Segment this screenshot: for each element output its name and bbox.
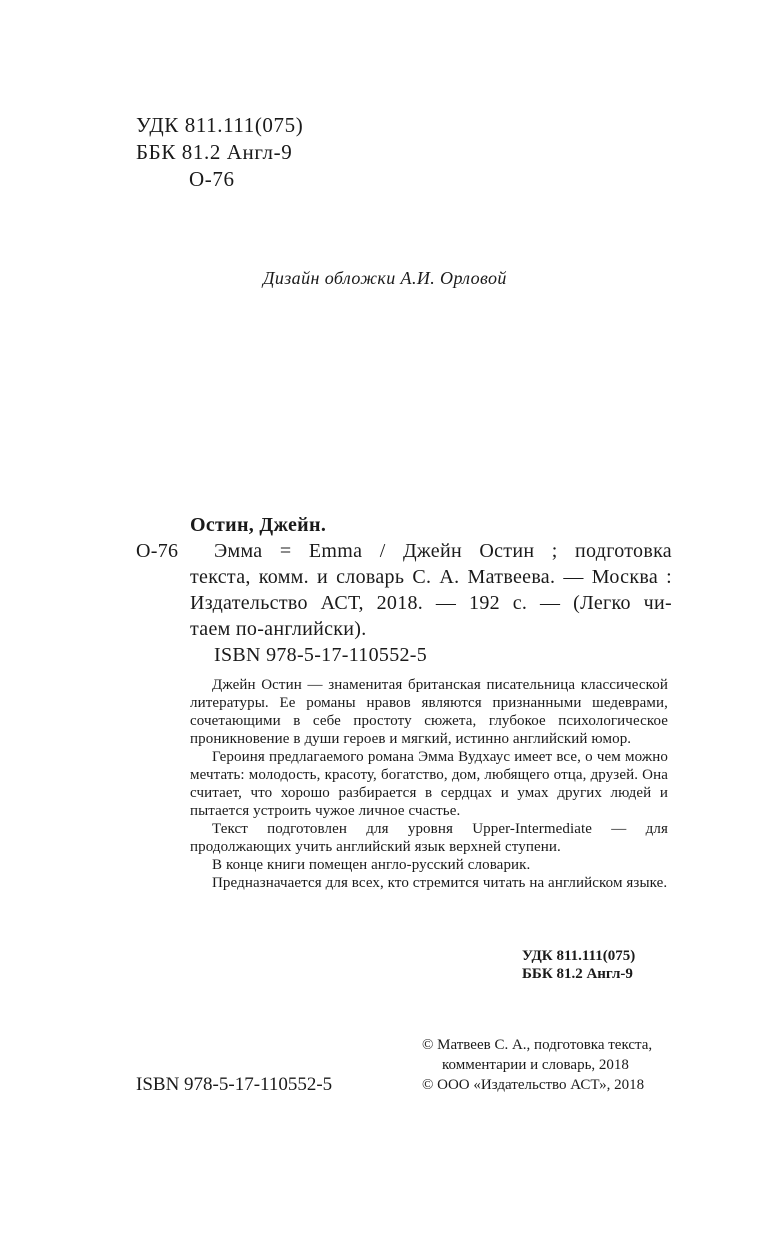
- classification-codes-bottom: [522, 947, 635, 983]
- annotation-paragraph: Джейн Остин — знаменитая британская писательница классической литературы. Ее романы нравов являются признанными шедеврами, сочетающими в себе простоту сюжета, глубокое психологическое проникновение в души героев и мягкий, истинно английский юмор.: [190, 677, 668, 747]
- bbk-code: ББК 81.2 Англ-9: [136, 140, 293, 164]
- record-isbn: ISBN 978-5-17-110552-5: [214, 644, 428, 666]
- record-author-mark: О-76: [136, 540, 179, 562]
- copyright-notice: [422, 1035, 652, 1095]
- record-line-3: Издательство АСТ, 2018. — 192 с. — (Легко чи-: [190, 592, 672, 614]
- annotation-paragraph: Текст подготовлен для уровня Upper-Intermediate — для продолжающих учить английский язык верхней ступени.: [190, 821, 668, 855]
- classification-codes-top: [136, 112, 303, 193]
- udk-code: УДК 811.111(075): [136, 113, 304, 137]
- annotation: [190, 676, 668, 892]
- annotation-paragraph: Героиня предлагаемого романа Эмма Вудхаус имеет все, о чем можно мечтать: молодость, красоту, богатство, дом, любящего отца, друзей. Она считает, что хорошо разбирается в сердцах и умах других людей и пытается устроить чужое личное счастье.: [190, 749, 668, 819]
- annotation-paragraph: Предназначается для всех, кто стремится читать на английском языке.: [212, 875, 668, 891]
- copyright-line: комментарии и словарь, 2018: [442, 1057, 629, 1073]
- copyright-line: © ООО «Издательство АСТ», 2018: [422, 1077, 645, 1093]
- record-first-row: [136, 538, 672, 564]
- record-line-2: текста, комм. и словарь С. А. Матвеева. — Москва :: [190, 566, 672, 588]
- copyright-line: © Матвеев С. А., подготовка текста,: [422, 1037, 653, 1053]
- record-line-4: таем по-английски).: [190, 618, 367, 640]
- record-line-1: Эмма = Emma / Джейн Остин ; подготовка: [214, 540, 672, 562]
- bibliographic-record: [136, 512, 672, 668]
- author-mark: О-76: [189, 167, 235, 191]
- udk-code: УДК 811.111(075): [522, 948, 636, 964]
- isbn-footer: ISBN 978-5-17-110552-5: [136, 1074, 333, 1095]
- bbk-code: ББК 81.2 Англ-9: [522, 966, 633, 982]
- annotation-paragraph: В конце книги помещен англо-русский словарик.: [212, 857, 531, 873]
- author-heading: Остин, Джейн.: [190, 514, 327, 536]
- cover-design-credit: Дизайн обложки А.И. Орловой: [263, 268, 507, 288]
